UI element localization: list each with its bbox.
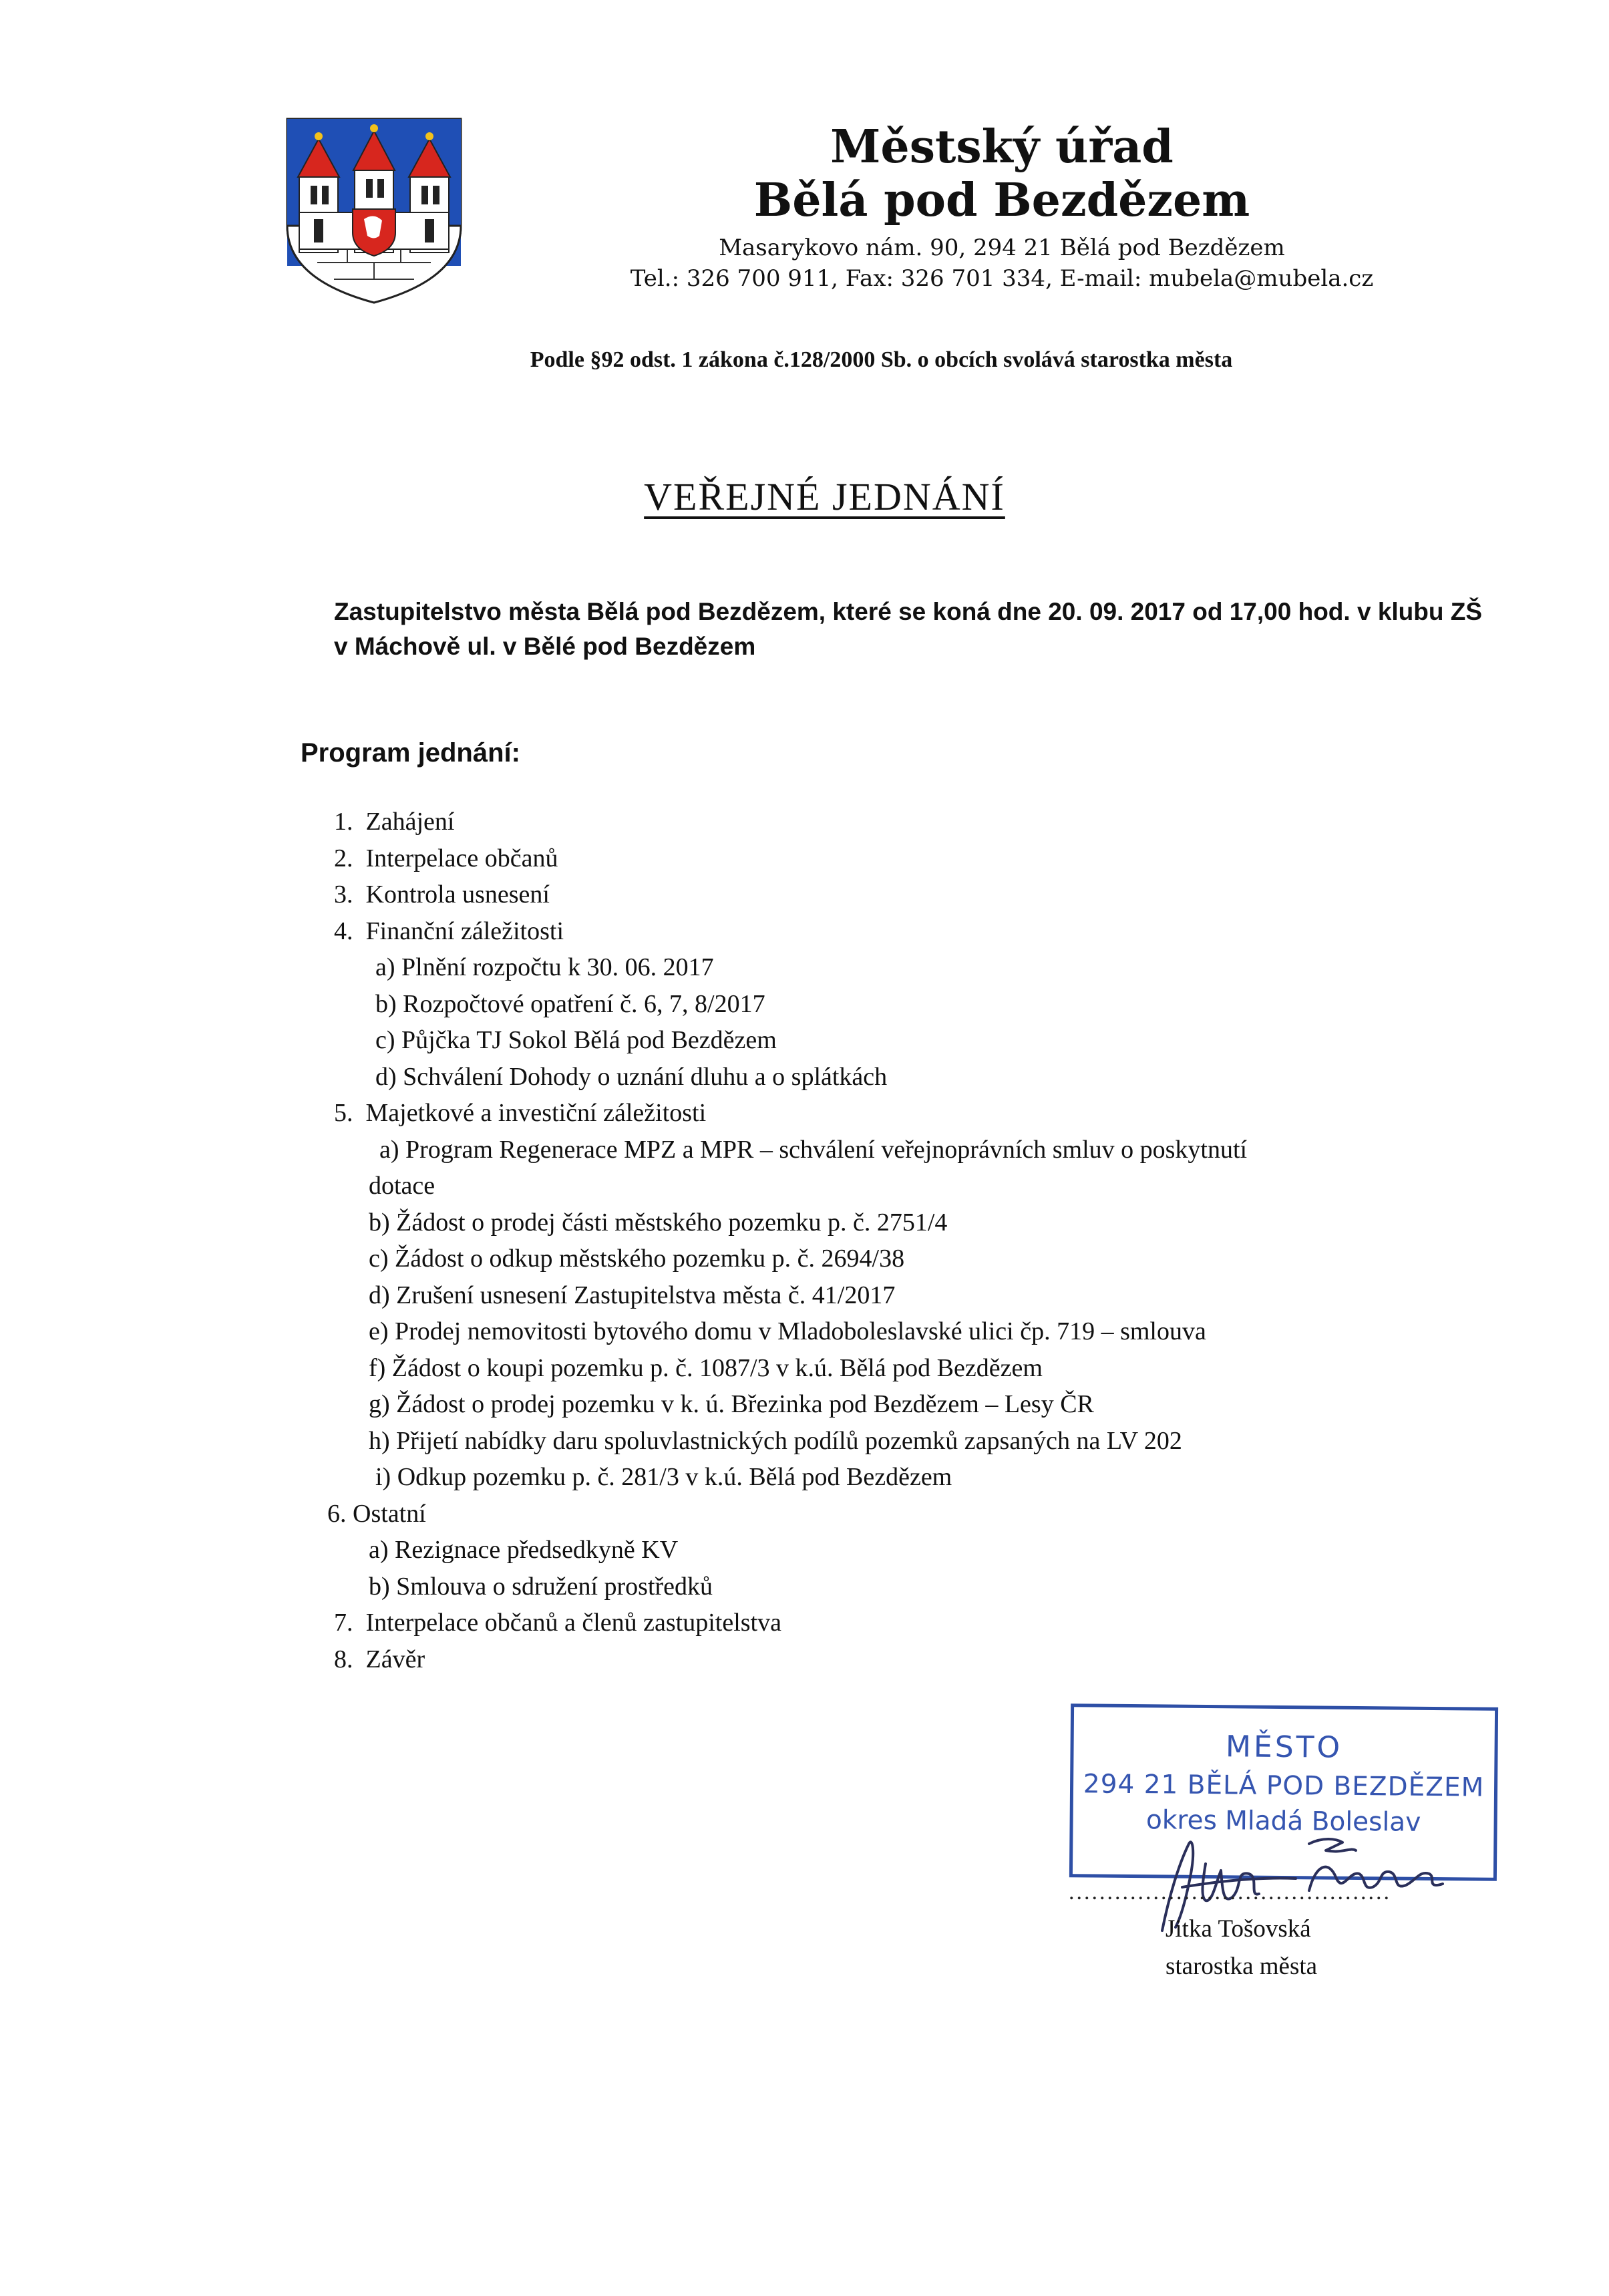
office-name-line1: Městský úřad xyxy=(830,120,1174,174)
signature-line: .......................................... xyxy=(1069,1880,1391,1905)
agenda-subitem: c) Půjčka TJ Sokol Bělá pod Bezdězem xyxy=(375,1026,777,1054)
signatory-role: starostka města xyxy=(1166,1953,1318,1980)
signatory-name: Jitka Tošovská xyxy=(1166,1915,1311,1943)
agenda-subitem: f) Žádost o koupi pozemku p. č. 1087/3 v k.ú. Bělá pod Bezdězem xyxy=(369,1353,1043,1382)
agenda-item: 5. Majetkové a investiční záležitosti xyxy=(334,1099,707,1127)
meeting-info-line2: v Máchově ul. v Bělé pod Bezdězem xyxy=(334,633,756,660)
letterhead xyxy=(601,120,1403,294)
coat-of-arms-icon xyxy=(281,112,468,306)
agenda-item: 3. Kontrola usnesení xyxy=(334,880,550,909)
office-address: Masarykovo nám. 90, 294 21 Bělá pod Bezdězem xyxy=(719,234,1285,261)
agenda-subitem: d) Schválení Dohody o uznání dluhu a o splátkách xyxy=(375,1062,888,1091)
agenda-subitem: a) Plnění rozpočtu k 30. 06. 2017 xyxy=(375,953,714,981)
office-name-line2: Bělá pod Bezdězem xyxy=(753,174,1250,227)
agenda-item: 2. Interpelace občanů xyxy=(334,844,558,872)
agenda-subitem: b) Smlouva o sdružení prostředků xyxy=(369,1572,713,1601)
agenda-subitem: b) Žádost o prodej části městského pozemku p. č. 2751/4 xyxy=(369,1208,948,1237)
agenda-subitem: g) Žádost o prodej pozemku v k. ú. Březinka pod Bezdězem – Lesy ČR xyxy=(369,1390,1094,1418)
agenda-subitem: a) Rezignace předsedkyně KV xyxy=(369,1536,679,1564)
legal-basis: Podle §92 odst. 1 zákona č.128/2000 Sb. o obcích svolává starostka města xyxy=(530,347,1233,372)
agenda-item: 1. Zahájení xyxy=(334,808,455,836)
meeting-info xyxy=(334,595,1496,664)
stamp-line3: okres Mladá Boleslav xyxy=(1145,1805,1421,1838)
program-heading: Program jednání: xyxy=(301,738,520,768)
agenda-subitem-continuation: dotace xyxy=(369,1172,435,1200)
office-contact: Tel.: 326 700 911, Fax: 326 701 334, E-mail: mubela@mubela.cz xyxy=(630,265,1374,292)
signatory xyxy=(1166,1911,1317,1985)
agenda-subitem: e) Prodej nemovitosti bytového domu v Mladoboleslavské ulici čp. 719 – smlouva xyxy=(369,1317,1206,1345)
agenda-item: 7. Interpelace občanů a členů zastupitelstva xyxy=(334,1609,781,1637)
agenda-subitem: b) Rozpočtové opatření č. 6, 7, 8/2017 xyxy=(375,989,765,1018)
stamp-line2: 294 21 BĚLÁ POD BEZDĚZEM xyxy=(1083,1769,1485,1803)
agenda-list xyxy=(327,804,1503,1677)
document-title: VEŘEJNÉ JEDNÁNÍ xyxy=(644,475,1005,518)
agenda-subitem: h) Přijetí nabídky daru spoluvlastnických podílů pozemků zapsaných na LV 202 xyxy=(369,1426,1182,1455)
agenda-item: 8. Závěr xyxy=(334,1645,425,1673)
agenda-item: 4. Finanční záležitosti xyxy=(334,917,564,945)
agenda-subitem: i) Odkup pozemku p. č. 281/3 v k.ú. Bělá pod Bezdězem xyxy=(375,1463,952,1491)
stamp-line1: MĚSTO xyxy=(1225,1730,1343,1765)
meeting-info-line1: Zastupitelstvo města Bělá pod Bezdězem, které se koná dne 20. 09. 2017 od 17,00 hod. v klubu ZŠ xyxy=(334,598,1483,625)
agenda-subitem: c) Žádost o odkup městského pozemku p. č. 2694/38 xyxy=(369,1245,905,1273)
agenda-subitem: d) Zrušení usnesení Zastupitelstva města č. 41/2017 xyxy=(369,1281,896,1309)
agenda-subitem: a) Program Regenerace MPZ a MPR – schválení veřejnoprávních smluv o poskytnutí xyxy=(379,1135,1248,1164)
agenda-item: 6. Ostatní xyxy=(327,1499,426,1528)
